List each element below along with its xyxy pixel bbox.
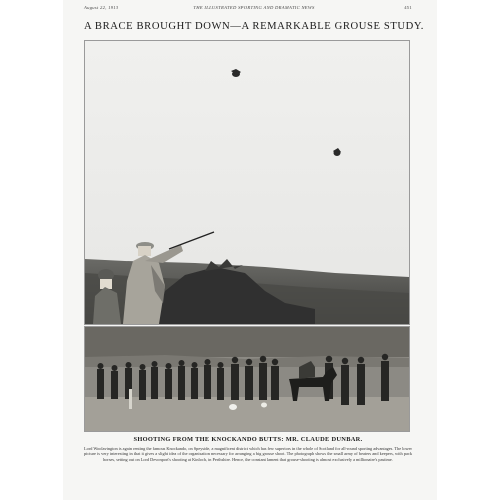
grouse-shooting-illustration — [85, 41, 409, 324]
dog — [229, 404, 237, 410]
page-headline: A BRACE BROUGHT DOWN—A REMARKABLE GROUSE STUDY. — [84, 21, 425, 32]
page-number: 451 — [404, 5, 412, 10]
beaters-group-photo — [84, 326, 410, 432]
caption-body: Lord Woolavington is again renting the famous Knockando, on Speyside, a magnificent district which has few superiors in the whole of Scotland for all-round sporting advantages. The lower picture is very interesting in that it gives a slight idea of the organisation necessary for arranging a big grouse shoot. The photograph shows the small army of beaters and keepers, with pack horses, setting out on Lord Devonport's shooting at Kinloch, in Perthshire. Hence, the constant lament that grouse-shooting is almost exclusively a millionaire's pastime. — [84, 446, 412, 462]
beaters-illustration — [85, 327, 409, 431]
issue-date: August 22, 1913 — [84, 5, 119, 10]
dog — [261, 403, 267, 408]
publication-name: THE ILLUSTRATED SPORTING AND DRAMATIC NEWS — [193, 5, 315, 10]
caption-title: SHOOTING FROM THE KNOCKANDO BUTTS: MR. CLAUDE DUNBAR. — [133, 436, 363, 443]
running-head — [84, 5, 412, 13]
grouse-shooting-photo — [84, 40, 410, 325]
